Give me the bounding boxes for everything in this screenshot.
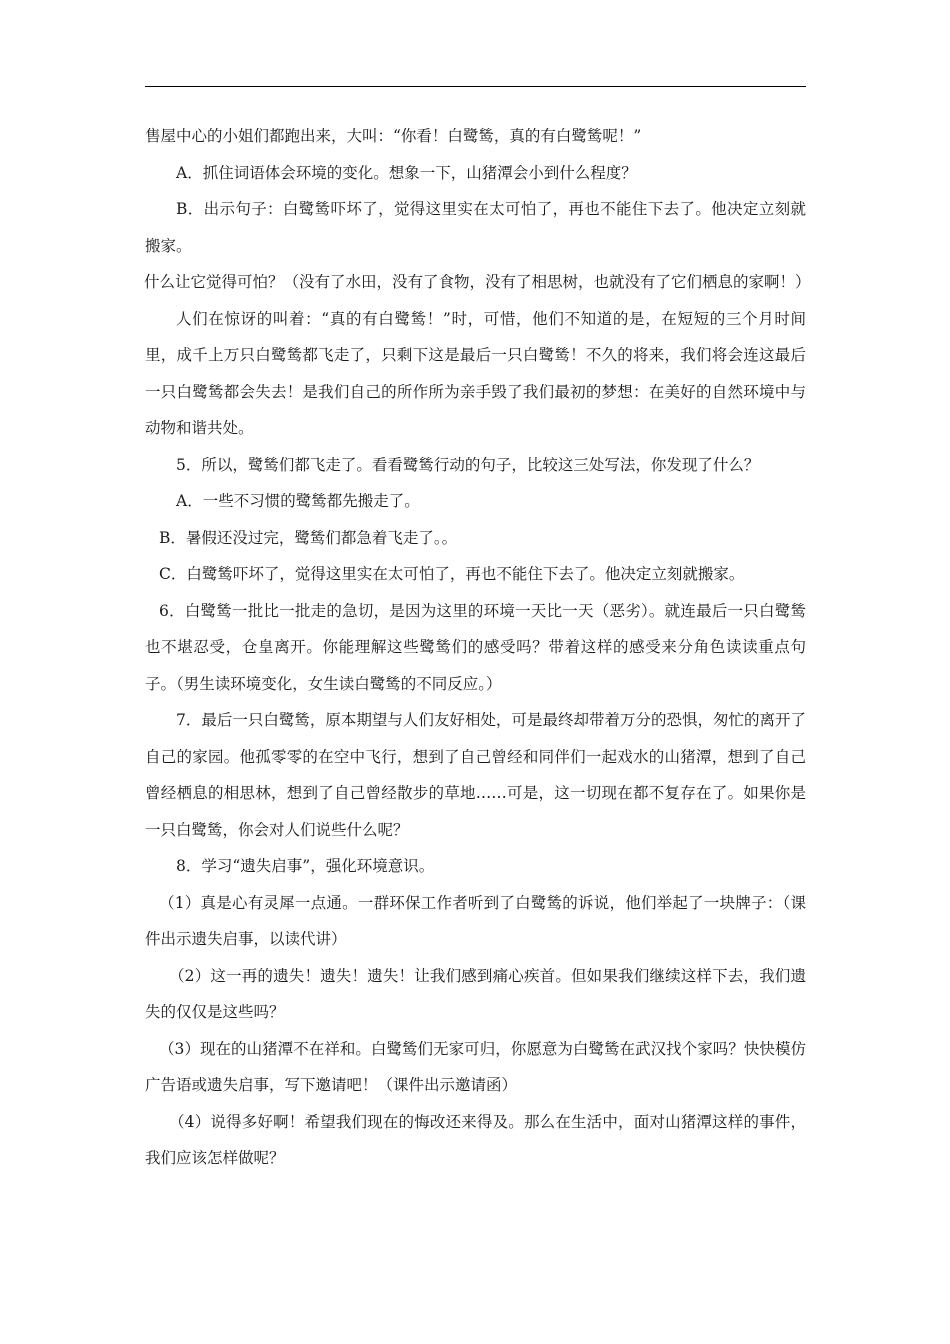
paragraph-step-8-4: （4）说得多好啊！希望我们现在的悔改还来得及。那么在生活中，面对山猪潭这样的事件，我们应该怎样做呢？ (145, 1112, 806, 1167)
paragraph-step-7: 7．最后一只白鹭鸶，原本期望与人们友好相处，可是最终却带着万分的恐惧，匆忙的离开了自己的家园。他孤零零的在空中飞行，想到了自己曾经和同伴们一起戏水的山猪潭，想到了自己曾经栖息的相思林，想到了自己曾经散步的草地……可是，这一切现在都不复存在了。如果你是一只白鹭鸶，你会对人们说些什么呢？ (145, 711, 806, 839)
paragraph-item-b: B．出示句子：白鹭鸶吓坏了，觉得这里实在太可怕了，再也不能住下去了。他决定立刻就搬家。 (145, 200, 806, 255)
paragraph-step-8: 8．学习“遗失启事”，强化环境意识。 (176, 857, 435, 875)
paragraph-continuation: 售屋中心的小姐们都跑出来，大叫：“你看！白鹭鸶，真的有白鹭鸶呢！” (145, 127, 642, 145)
paragraph-step-8-1: （1）真是心有灵犀一点通。一群环保工作者听到了白鹭鸶的诉说，他们举起了一块牌子：（课件出示遗失启事，以读代讲） (145, 893, 806, 948)
paragraph-narrative: 人们在惊讶的叫着：“真的有白鹭鸶！”时，可惜，他们不知道的是，在短短的三个月时间里，成千上万只白鹭鸶都飞走了，只剩下这是最后一只白鹭鸶！不久的将来，我们将会连这最后一只白鹭鸶都会失去！是我们自己的所作所为亲手毁了我们最初的梦想：在美好的自然环境中与动物和谐共处。 (145, 309, 806, 437)
paragraph-item-a: A．抓住词语体会环境的变化。想象一下，山猪潭会小到什么程度？ (176, 163, 637, 182)
paragraph-step-5-c: C．白鹭鸶吓坏了，觉得这里实在太可怕了，再也不能住下去了。他决定立刻就搬家。 (159, 565, 745, 583)
paragraph-step-6: 6．白鹭鸶一批比一批走的急切，是因为这里的环境一天比一天（恶劣）。就连最后一只白鹭鸶也不堪忍受，仓皇离开。你能理解这些鹭鸶们的感受吗？带着这样的感受来分角色读读重点句子。（男生读环境变化，女生读白鹭鸶的不同反应。） (145, 601, 806, 693)
paragraph-question: 什么让它觉得可怕？（没有了水田，没有了食物，没有了相思树，也就没有了它们栖息的家啊！） (144, 273, 811, 291)
paragraph-step-8-3: （3）现在的山猪潭不在祥和。白鹭鸶们无家可归，你愿意为白鹭鸶在武汉找个家吗？快快模仿广告语或遗失启事，写下邀请吧！（课件出示邀请函） (145, 1039, 806, 1094)
paragraph-step-5-a: A．一些不习惯的鹭鸶都先搬走了。 (176, 492, 420, 510)
paragraph-step-5-b: B．暑假还没过完，鹭鸶们都急着飞走了。。 (159, 528, 458, 547)
document-body (144, 118, 811, 1177)
header-rule (145, 86, 806, 87)
paragraph-step-8-2: （2）这一再的遗失！遗失！遗失！让我们感到痛心疾首。但如果我们继续这样下去，我们遗失的仅仅是这些吗？ (145, 966, 806, 1021)
paragraph-step-5: 5．所以，鹭鸶们都飞走了。看看鹭鸶行动的句子，比较这三处写法，你发现了什么？ (176, 455, 760, 474)
